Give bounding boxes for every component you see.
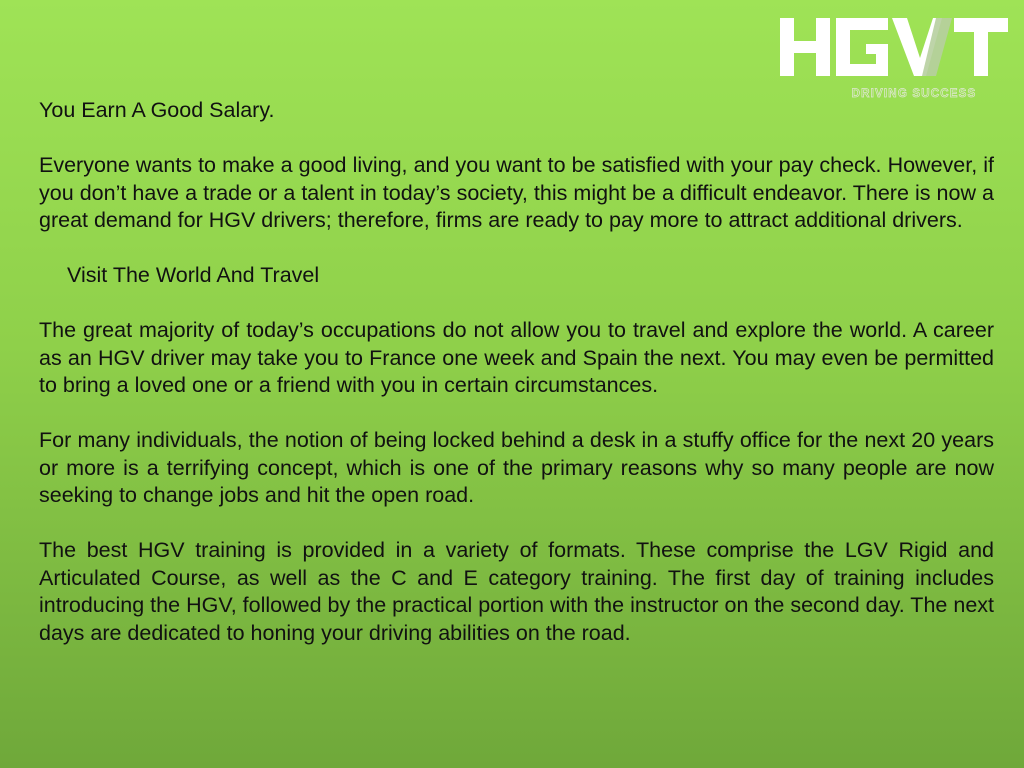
article-body <box>39 97 994 647</box>
paragraph-salary: Everyone wants to make a good living, and you want to be satisfied with your pay check. However, if you don’t have a trade or a talent in today’s society, this might be a difficult endeavor. There is now a great demand for HGV drivers; therefore, firms are ready to pay more to attract additional drivers. <box>39 153 994 232</box>
heading-visit-world: Visit The World And Travel <box>67 263 320 287</box>
paragraph-travel: The great majority of today’s occupations do not allow you to travel and explore the world. A career as an HGV driver may take you to France one week and Spain the next. You may even be permitted to bring a loved one or a friend with you in certain circumstances. <box>39 318 994 397</box>
heading-good-salary: You Earn A Good Salary. <box>39 98 275 122</box>
logo-tagline: DRIVING SUCCESS <box>851 88 977 100</box>
logo-wordmark <box>780 18 1008 76</box>
paragraph-training: The best HGV training is provided in a variety of formats. These comprise the LGV Rigid and Articulated Course, as well as the C and E category training. The first day of training includes introducing the HGV, followed by the practical portion with the instructor on the second day. The next days are dedicated to honing your driving abilities on the road. <box>39 538 994 645</box>
paragraph-desk-job: For many individuals, the notion of being locked behind a desk in a stuffy office for the next 20 years or more is a terrifying concept, which is one of the primary reasons why so many people are now seeking to change jobs and hit the open road. <box>39 428 994 507</box>
hgvt-logo <box>776 14 1012 104</box>
